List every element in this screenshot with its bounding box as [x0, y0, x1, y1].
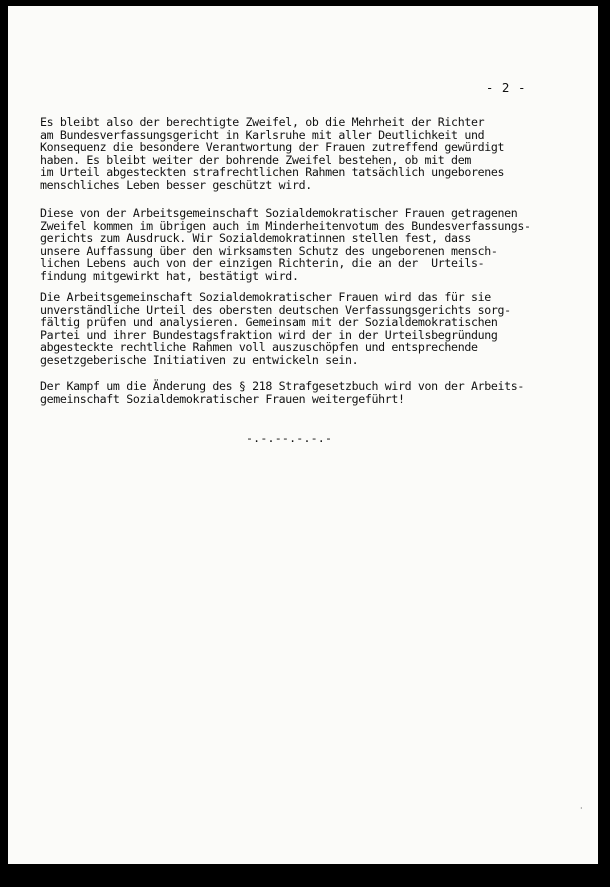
text-line: Konsequenz die besondere Verantwortung der Frauen zutreffend gewürdigt	[40, 140, 505, 155]
page-number: - 2 -	[485, 80, 526, 95]
scan-speck: ·	[580, 804, 583, 813]
text-line: abgesteckte rechtliche Rahmen voll auszuschöpfen und entsprechende	[40, 340, 478, 355]
text-line: Partei und ihrer Bundestagsfraktion wird der in der Urteilsbegründung	[40, 327, 498, 342]
text-line: Es bleibt also der berechtigte Zweifel, ob die Mehrheit der Richter	[40, 115, 485, 129]
text-line: Die Arbeitsgemeinschaft Sozialdemokratischer Frauen wird das für sie	[40, 290, 491, 304]
text-line: menschliches Leben besser geschützt wird.	[40, 177, 312, 192]
text-line: gerichts zum Ausdruck. Wir Sozialdemokratinnen stellen fest, dass	[40, 231, 471, 246]
text-line: unsere Auffassung über den wirksamsten Schutz des ungeborenen mensch-	[40, 243, 498, 258]
text-line: haben. Es bleibt weiter der bohrende Zweifel bestehen, ob mit dem	[40, 152, 471, 167]
text-line: findung mitgewirkt hat, bestätigt wird.	[40, 268, 299, 283]
paragraph-3	[40, 291, 556, 367]
text-line: unverständliche Urteil des obersten deutschen Verfassungsgerichts sorg-	[40, 302, 511, 317]
text-line: gemeinschaft Sozialdemokratischer Frauen weitergeführt!	[40, 391, 405, 406]
paragraph-2	[40, 207, 556, 283]
text-line: am Bundesverfassungsgericht in Karlsruhe mit aller Deutlichkeit und	[40, 127, 485, 142]
paragraph-1	[40, 116, 556, 192]
paragraph-4	[40, 380, 556, 405]
text-line: Der Kampf um die Änderung des § 218 Strafgesetzbuch wird von der Arbeits-	[40, 379, 524, 393]
text-line: fältig prüfen und analysieren. Gemeinsam mit der Sozialdemokratischen	[40, 315, 498, 330]
end-separator: -.-.--.-.-.-	[246, 431, 333, 445]
text-line: Diese von der Arbeitsgemeinschaft Sozialdemokratischer Frauen getragenen	[40, 206, 518, 220]
document-page	[8, 6, 598, 864]
text-line: Zweifel kommen im übrigen auch im Minderheitenvotum des Bundesverfassungs-	[40, 218, 531, 233]
text-line: im Urteil abgesteckten strafrechtlichen Rahmen tatsächlich ungeborenes	[40, 165, 505, 180]
text-line: gesetzgeberische Initiativen zu entwickeln sein.	[40, 352, 359, 367]
text-line: lichen Lebens auch von der einzigen Richterin, die an der Urteils-	[40, 256, 485, 271]
